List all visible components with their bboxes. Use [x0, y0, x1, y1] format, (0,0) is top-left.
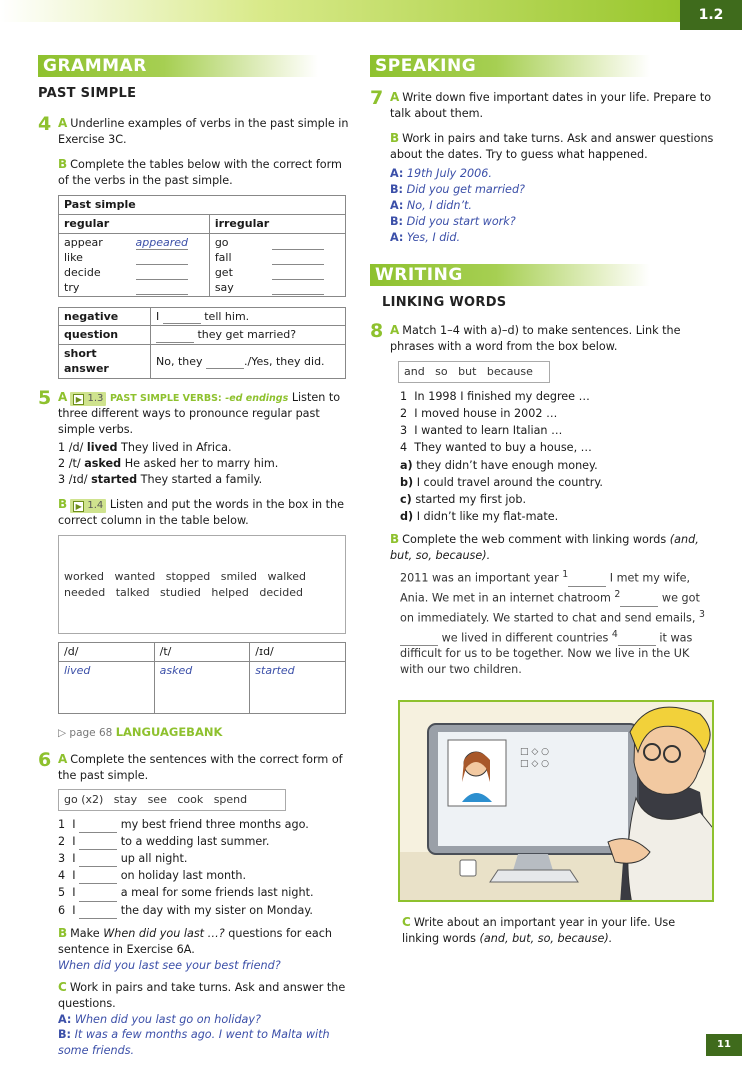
play-icon: ▶: [73, 394, 84, 405]
list-item: 4 They wanted to buy a house, …: [400, 441, 592, 455]
list-item: 3 I up all night.: [38, 850, 350, 867]
sound-examples: [38, 440, 350, 488]
exercise-8c: C Write about an important year in your life. Use linking words (and, but, so, because).: [402, 915, 676, 945]
list-item: 5 I a meal for some friends last night.: [38, 884, 350, 901]
exercise-6b-example: When did you last see your best friend?: [58, 958, 281, 972]
list-item: c) started my first job.: [400, 493, 527, 507]
list-item: 3 I wanted to learn Italian …: [400, 424, 563, 438]
list-item: 2 I to a wedding last summer.: [38, 833, 350, 850]
exercise-6c: C Work in pairs and take turns. Ask and answer the questions.: [58, 979, 346, 1010]
irregular-blanks[interactable]: [267, 233, 345, 296]
grammar-title: GRAMMAR: [38, 55, 318, 77]
list-item: 2 /t/ asked He asked her to marry him.: [58, 456, 279, 470]
exercise-6c-dialog: A: When did you last go on holiday? B: It was a few months ago. I went to Malta with some friends.: [58, 1012, 330, 1058]
unit-number: 1.2: [680, 0, 742, 30]
audio-track-1-3[interactable]: ▶ 1.3: [70, 392, 106, 406]
exercise-5a: 5 A ▶ 1.3 PAST SIMPLE VERBS: -ed endings Listen to three different ways to pronounce regular past simple verbs.: [38, 386, 341, 437]
grammar-subheading: PAST SIMPLE: [38, 86, 137, 101]
table-row: negative I tell him.: [59, 307, 346, 326]
exercise-8a: 8 A Match 1–4 with a)–d) to make sentences. Link the phrases with a word from the box below.: [370, 320, 681, 354]
table-row: short answer No, they ./Yes, they did.: [59, 344, 346, 378]
word-box-6a: go (x2) stay see cook spend: [58, 789, 286, 811]
exercise-8-list: [370, 388, 715, 526]
sounds-table: /d/ /t/ /ɪd/ lived asked started: [58, 642, 346, 714]
speaking-title: SPEAKING: [370, 55, 650, 77]
list-item: d) I didn’t like my flat-mate.: [400, 510, 559, 524]
col-irregular: irregular: [209, 214, 345, 233]
exercise-7a: 7 A Write down five important dates in your life. Prepare to talk about them.: [370, 87, 712, 121]
page-number: 11: [706, 1034, 742, 1056]
list-item: 4 I on holiday last month.: [38, 867, 350, 884]
svg-text:□ ◇ ○: □ ◇ ○: [520, 747, 549, 757]
list-item: 6 I the day with my sister on Monday.: [38, 902, 350, 919]
audio-track-1-4[interactable]: ▶ 1.4: [70, 499, 106, 513]
list-item: 1 In 1998 I finished my degree …: [400, 389, 590, 403]
exercise-4b: B Complete the tables below with the correct form of the verbs in the past simple.: [58, 157, 342, 188]
negative-question-table: [58, 307, 346, 379]
web-comment: 2011 was an important year $^1$ I met my wife, Ania. We met in an internet chatroom $^2$ we got on immediately. We started to chat and send emails, $^3$ we lived in different countries $^4$ it was difficult for us to be together. Now we live in the UK with our two children.: [400, 569, 705, 677]
irregular-verbs: go fall get say: [209, 233, 267, 296]
play-icon: ▶: [73, 501, 84, 512]
exercise-7b: B Work in pairs and take turns. Ask and answer questions about the dates. Try to guess what happened.: [390, 130, 714, 161]
exercise-7-dialog: A: 19th July 2006. B: Did you get married? A: No, I didn’t. B: Did you start work? A: Yes, I did.: [390, 166, 525, 244]
linking-word-box: and so but because: [398, 361, 550, 383]
exercise-6b: B Make When did you last …? questions for each sentence in Exercise 6A.: [58, 925, 332, 956]
past-simple-table: [58, 195, 346, 296]
exercise-6a: 6 A Complete the sentences with the correct form of the past simple.: [38, 748, 343, 782]
col-regular: regular: [59, 214, 210, 233]
illustration-man-at-computer: [398, 700, 714, 902]
regular-verbs: appear like decide try: [59, 233, 131, 296]
writing-title: WRITING: [370, 264, 650, 286]
left-column: [38, 55, 350, 1059]
top-banner: [0, 0, 742, 22]
table-row: question they get married?: [59, 326, 346, 345]
computer-scene-icon: [400, 702, 714, 902]
exercise-6-list: [38, 816, 350, 919]
list-item: 1 /d/ lived They lived in Africa.: [58, 440, 232, 454]
writing-subheading: LINKING WORDS: [382, 294, 507, 310]
list-item: 3 /ɪd/ started They started a family.: [58, 472, 263, 486]
exercise-5b: B ▶ 1.4 Listen and put the words in the box in the correct column in the table below.: [58, 496, 345, 527]
exercise-4a: 4 A Underline examples of verbs in the past simple in Exercise 3C.: [38, 113, 349, 147]
table-title: Past simple: [59, 196, 346, 215]
word-box-5b: worked wanted stopped smiled walked needed talked studied helped decided: [58, 535, 346, 635]
list-item: 1 I my best friend three months ago.: [38, 816, 350, 833]
list-item: 2 I moved house in 2002 …: [400, 407, 558, 421]
language-bank-link[interactable]: ▷ page 68 LANGUAGEBANK: [58, 725, 223, 740]
regular-blanks[interactable]: appeared: [131, 233, 210, 296]
exercise-8b: B Complete the web comment with linking words (and, but, so, because).: [390, 531, 699, 562]
svg-text:□ ◇ ○: □ ◇ ○: [520, 759, 549, 769]
right-column: [370, 55, 715, 678]
list-item: b) I could travel around the country.: [400, 475, 603, 489]
list-item: a) they didn’t have enough money.: [400, 458, 598, 472]
